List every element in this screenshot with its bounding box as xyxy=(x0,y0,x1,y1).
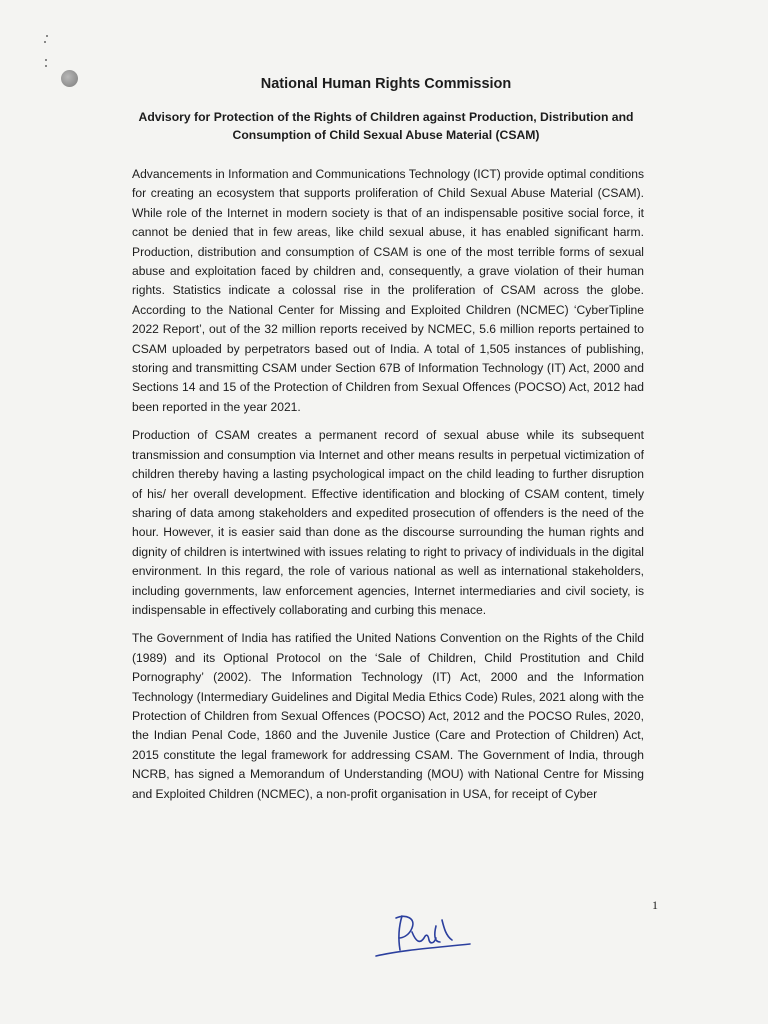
scan-speck xyxy=(46,35,48,37)
paragraph-1: Advancements in Information and Communications Technology (ICT) provide optimal conditions for creating an ecosystem that supports proliferation of Child Sexual Abuse Material (CSAM). While role of the Internet in modern society is that of an indispensable positive social force, it cannot be denied that in few areas, like child sexual abuse, it has enabled significant harm. Production, distribution and consumption of CSAM is one of the most terrible forms of sexual abuse and exploitation faced by children and, consequently, a grave violation of their human rights. Statistics indicate a colossal rise in the proliferation of CSAM across the globe. According to the National Center for Missing and Exploited Children (NCMEC) ‘CyberTipline 2022 Report’, out of the 32 million reports received by NCMEC, 5.6 million reports pertained to CSAM uploaded by perpetrators based out of India. A total of 1,505 instances of publishing, storing and transmitting CSAM under Section 67B of Information Technology (IT) Act, 2000 and Sections 14 and 15 of the Protection of Children from Sexual Offences (POCSO) Act, 2012 had been reported in the year 2021. xyxy=(132,167,644,414)
paragraph-2: Production of CSAM creates a permanent record of sexual abuse while its subsequent transmission and consumption via Internet and other means results in perpetual victimization of children thereby having a lasting psychological impact on the child leading to further disruption of his/ her overall development. Effective identification and blocking of CSAM content, timely sharing of data among stakeholders and expedited prosecution of offenders is the need of the hour. However, it is easier said than done as the discourse surrounding the human rights and dignity of children is intertwined with issues relating to right to privacy of individuals in the digital environment. In this regard, the role of various national as well as international stakeholders, including governments, law enforcement agencies, Internet intermediaries and civil society, is indispensable in effectively collaborating and curbing this menace. xyxy=(132,428,644,617)
signature xyxy=(372,908,482,964)
punch-hole xyxy=(61,70,78,87)
scan-speck xyxy=(45,59,47,61)
document-body xyxy=(132,165,644,813)
paragraph-3: The Government of India has ratified the United Nations Convention on the Rights of the Child (1989) and its Optional Protocol on the ‘Sale of Children, Child Prostitution and Child Pornography’ (2002). The Information Technology (IT) Act, 2000 and the Information Technology (Intermediary Guidelines and Digital Media Ethics Code) Rules, 2021 along with the Protection of Children from Sexual Offences (POCSO) Act, 2012 and the POCSO Rules, 2020, the Indian Penal Code, 1860 and the Juvenile Justice (Care and Protection of Children) Act, 2015 constitute the legal framework for addressing CSAM. The Government of India, through NCRB, has signed a Memorandum of Understanding (MOU) with National Centre for Missing and Exploited Children (NCMEC), a non-profit organisation in USA, for receipt of Cyber xyxy=(132,631,644,801)
scan-speck xyxy=(44,41,46,43)
document-title: National Human Rights Commission xyxy=(260,76,512,92)
page-number: 1 xyxy=(652,898,658,912)
document-subtitle: Advisory for Protection of the Rights of Children against Production, Distribution and Consumption of Child Sexual Abuse Material (CSAM) xyxy=(138,110,634,142)
scan-speck xyxy=(45,65,47,67)
